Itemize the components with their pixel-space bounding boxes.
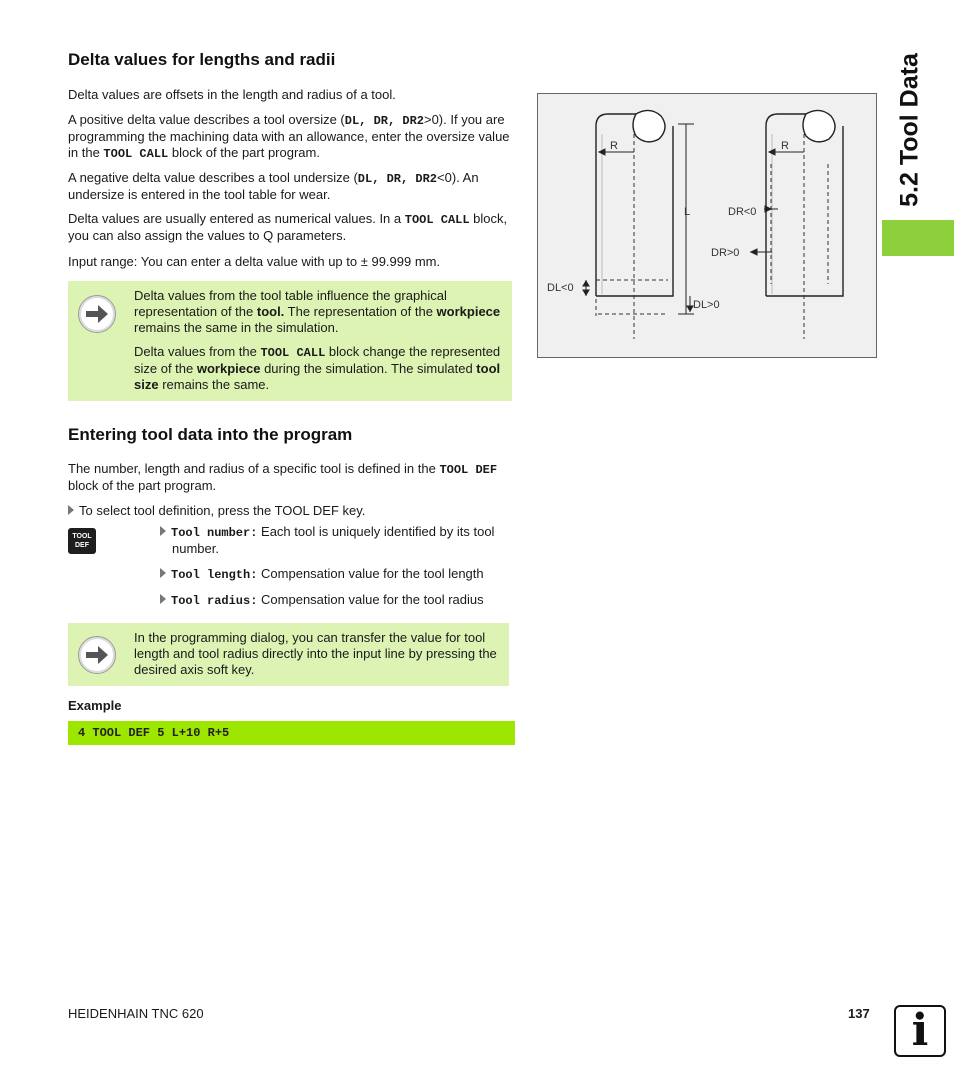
step-text: Compensation value for the tool radius — [257, 592, 484, 607]
tool-def-key-icon — [68, 528, 96, 554]
side-title-text: 5.2 Tool Data — [895, 53, 924, 207]
side-chapter-title — [880, 40, 940, 220]
step-triangle-icon — [160, 594, 166, 604]
info-icon — [894, 1005, 946, 1057]
chapter-tab-marker — [882, 220, 954, 256]
text: <0). An undersize is entered in the tool table for wear. — [68, 170, 479, 202]
text: block of the part program. — [168, 145, 320, 160]
step-tool-radius — [160, 592, 520, 609]
label-dl-pos: DL>0 — [693, 299, 720, 311]
note-paragraph-1 — [134, 288, 506, 336]
l-dimension — [678, 124, 694, 314]
delta-values-diagram — [537, 93, 877, 358]
text: >0). If you are programming the machining data with an allowance, enter the oversize value in the — [68, 112, 510, 160]
text: during the simulation. The simulated — [260, 361, 477, 376]
label-dl-neg: DL<0 — [547, 282, 574, 294]
text: block of the part program. — [68, 478, 217, 493]
step-tool-number — [160, 524, 515, 557]
text: A negative delta value describes a tool undersize ( — [68, 170, 358, 185]
text: The representation of the — [284, 304, 437, 319]
code-tool-call: TOOL CALL — [103, 147, 169, 161]
note-box-delta-values — [68, 281, 512, 401]
bold-workpiece: workpiece — [196, 361, 261, 376]
note-paragraph-2 — [134, 344, 506, 393]
key-label-line2: DEF — [75, 542, 89, 549]
note-text: In the programming dialog, you can transfer the value for tool length and tool radius directly into the input line by pressing the desired axis soft key. — [134, 630, 497, 677]
code-tool-call: TOOL CALL — [260, 346, 326, 360]
step-triangle-icon — [160, 568, 166, 578]
arrow-right-icon — [78, 636, 116, 674]
step-text: Compensation value for the tool length — [257, 566, 484, 581]
example-code-bar — [68, 721, 515, 745]
text: block change the represented size of the — [134, 344, 501, 376]
text: Delta values are usually entered as numerical values. In a — [68, 211, 405, 226]
key-label-line1: TOOL — [72, 533, 92, 540]
text: remains the same in the simulation. — [134, 320, 339, 335]
label-dr-pos: DR>0 — [711, 247, 740, 259]
label-r-left: R — [610, 140, 618, 152]
code-tool-length: Tool length: — [171, 568, 258, 582]
paragraph-negative-delta — [68, 170, 513, 203]
code-tool-number: Tool number: — [171, 526, 258, 540]
code-tool-radius: Tool radius: — [171, 594, 258, 608]
text: remains the same. — [158, 377, 270, 392]
example-code: 4 TOOL DEF 5 L+10 R+5 — [78, 726, 230, 740]
example-label: Example — [68, 698, 122, 713]
label-l: L — [684, 206, 691, 218]
info-letter: i — [911, 1005, 929, 1056]
text: Delta values from the tool table influence the graphical representation of the — [134, 288, 447, 319]
paragraph-delta-intro: Delta values are offsets in the length and radius of a tool. — [68, 87, 396, 102]
bold-tool-size: tool size — [134, 361, 501, 392]
paragraph-numerical-values — [68, 211, 513, 244]
section-heading-entering-tool-data: Entering tool data into the program — [68, 425, 353, 444]
note-box-programming-dialog — [68, 623, 509, 686]
bold-tool: tool. — [256, 304, 285, 319]
section-heading-delta-values: Delta values for lengths and radii — [68, 50, 336, 69]
step-triangle-icon — [160, 526, 166, 536]
text: block, you can also assign the values to Q parameters. — [68, 211, 508, 243]
code-tool-def: TOOL DEF — [439, 463, 498, 477]
paragraph-input-range: Input range: You can enter a delta value with up to ± 99.999 mm. — [68, 254, 441, 269]
step-triangle-icon — [68, 505, 74, 515]
code-dl-dr-dr2: DL, DR, DR2 — [357, 172, 438, 186]
step-tool-length — [160, 566, 520, 583]
text: Delta values from the — [134, 344, 261, 359]
step-text: To select tool definition, press the TOOL DEF key. — [79, 503, 366, 518]
label-dr-neg: DR<0 — [728, 206, 757, 218]
paragraph-positive-delta — [68, 112, 513, 162]
bold-workpiece: workpiece — [436, 304, 501, 319]
footer-page-number: 137 — [848, 1006, 870, 1021]
text: A positive delta value describes a tool oversize ( — [68, 112, 345, 127]
paragraph-tool-def — [68, 461, 513, 494]
r-arrows — [599, 149, 804, 155]
code-tool-call: TOOL CALL — [404, 213, 470, 227]
note-text — [134, 288, 506, 401]
text: The number, length and radius of a specific tool is defined in the — [68, 461, 440, 476]
step-select-tool-def — [68, 503, 365, 519]
footer-product-name: HEIDENHAIN TNC 620 — [68, 1006, 204, 1021]
arrow-right-icon — [78, 295, 116, 333]
step-text: Each tool is uniquely identified by its tool number. — [172, 524, 495, 556]
code-dl-dr-dr2: DL, DR, DR2 — [344, 114, 424, 128]
label-r-right: R — [781, 140, 789, 152]
